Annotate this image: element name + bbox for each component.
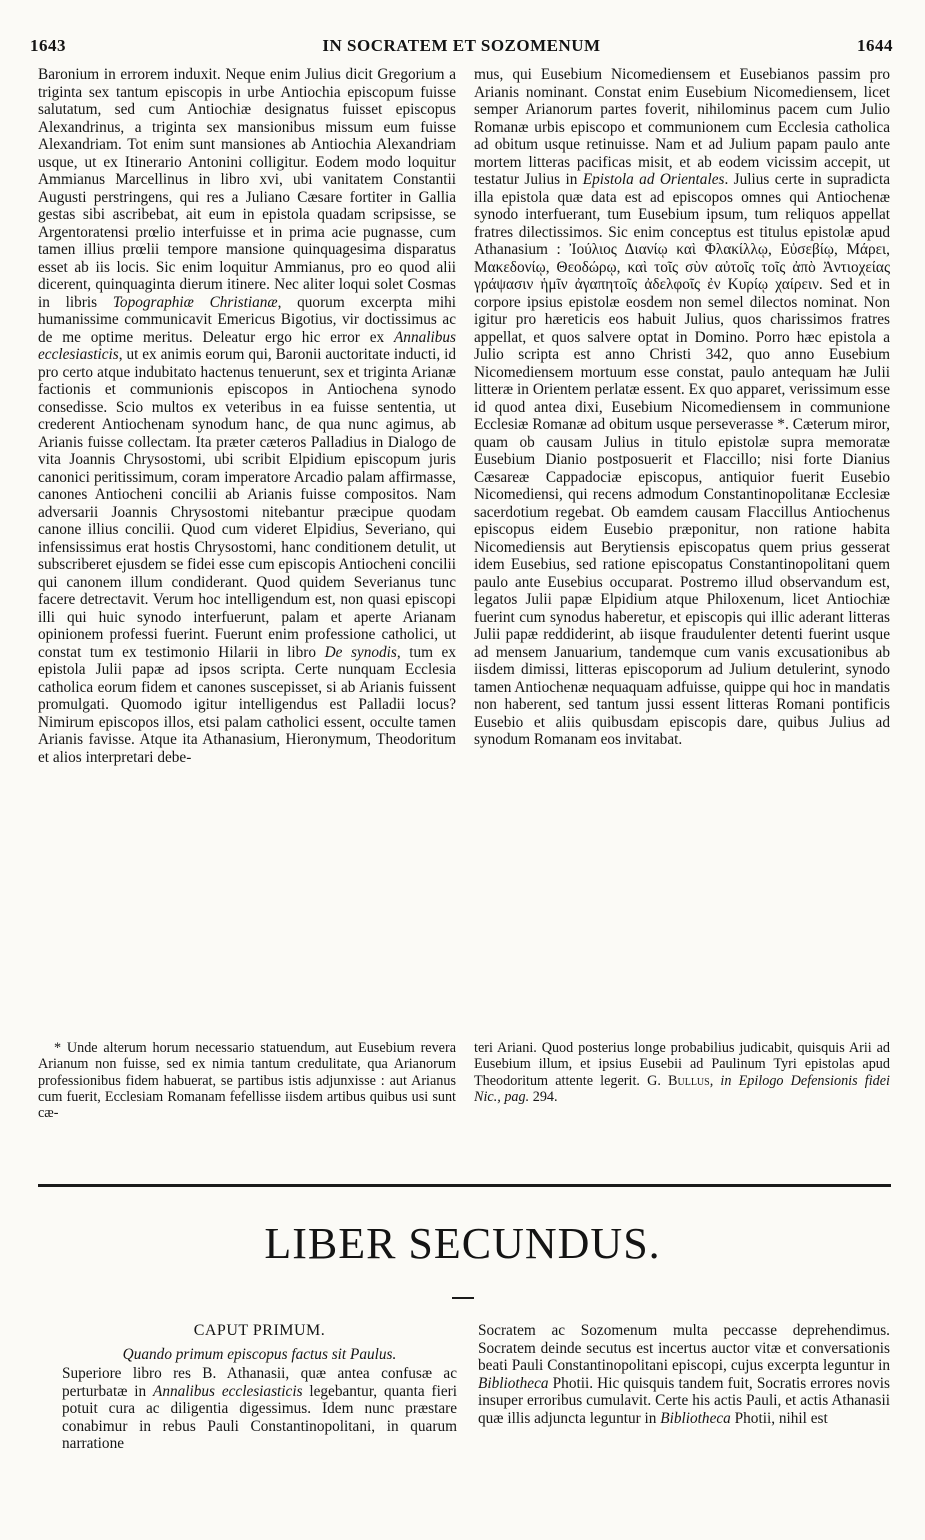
running-header — [30, 36, 893, 60]
section-rule — [38, 1184, 891, 1187]
chapter-right-column — [478, 1322, 890, 1427]
footnote-right: teri Ariani. Quod posterius longe probabilius judicabit, quisquis Arii ad Eusebium illum, et ipsius Eusebii ad Paulinum Tyri epistolas apud Theodoritum attente legerit. G. Bullus, in Epilogo Defensionis fidei Nic., pag. 294. — [474, 1040, 890, 1105]
paragraph: Superiore libro res B. Athanasii, quæ antea confusæ ac perturbatæ in Annalibus ecclesiasticis legebantur, quanta fieri potuit cura ac diligentia digessimus. Idem nunc præstare conabimur in rebus Pauli Constantinopolitani, in quarum narratione — [62, 1365, 458, 1452]
book-title: LIBER SECUNDUS. — [264, 1219, 661, 1268]
paragraph: mus, qui Eusebium Nicomediensem et Eusebianos passim pro Arianis nominant. Constat enim Eusebium Nicomediensem, licet semper Arianorum partes foverit, nihilominus pacem cum Julio Romanæ urbis episcopo et communionem cum Ecclesia catholica ad obitum usque retinuisse. Nam et ad Julium papam paulo ante mortem litteras pacificas misit, et ab eodem vicissim accepit, ut testatur Julius in Epistola ad Orientales. Julius certe in supradicta illa epistola quæ data est ad episcopos omnes qui Antiochenæ synodo interfuerant, tum Eusebium ipsum, tum reliquos appellat fratres dilectissimos. Sic enim conceptus est titulus epistolæ apud Athanasium : Ἰούλιος Διανίῳ καὶ Φλακίλλῳ, Εὐσεβίῳ, Μάρει, Μακεδονίῳ, Θεοδώρῳ, καὶ τοῖς σὺν αὐτοῖς τοῖς ἀπὸ Ἀντιοχείας γράψασιν ἡμῖν ἀγαπητοῖς ἀδελφοῖς ἐν Κυρίῳ χαίρειν. Sed et in corpore ipsius epistolæ eosdem non semel dilectos nominat. Non igitur pro hæreticis eos habuit Julius, quos charissimos fratres appellat, et quos salvere optat in Domino. Porro hæc epistola a Julio scripta est anno Christi 342, quo anno Eusebium Nicomediensem mortuum esse constat, paulo antequam hæ Julii litteræ in Orientem perlatæ essent. Ex quo apparet, verissimum esse id quod antea dixi, Eusebium Nicomediensem in communione Ecclesiæ Romanæ ad obitum usque perseverasse *. Cæterum miror, quam ob causam Julius in titulo epistolæ supra memoratæ Eusebium Dianio postposuerit et Flaccillo; nisi forte Dianius Cæsareæ Cappadociæ episcopus, antiquior fuerit Eusebio Nicomediensi, qui recens admodum Constantinopolitanæ Ecclesiæ sacerdotium regebat. Ob eamdem causam Flaccillus Antiochenus episcopus eidem Eusebio præponitur, non ratione habita Nicomediensis aut Berytiensis episcopatus quem prius gesserat idem Eusebius, sed ratione episcopatus Constantinopolitani quem paulo ante Eusebius occuparat. Postremo illud observandum est, legatos Julii papæ Elpidium atque Philoxenum, licet Antiochiæ fuerint cum synodus haberetur, et episcopis qui illic aderant litteras Julii papæ reddiderint, ab iisque fraudulenter detenti fuerint usque ad mensem Januarium, tandemque cum vanis excusationibus ab iisdem dimissi, litteras episcoporum ad Julium detulerint, synodo tamen Antiochenæ nequaquam adfuisse, quippe qui hoc in mandatis non haberent, sed tantum jussi essent litteras Romani pontificis Eusebio et aliis quibusdam episcopis dare, quibus Julius ad synodum Romanam eos invitabat. — [474, 66, 890, 748]
paragraph: Socratem ac Sozomenum multa peccasse deprehendimus. Socratem deinde secutus est incertus auctor vitæ et conversationis beati Pauli Constantinopolitani episcopi, cujus excerpta leguntur in Bibliotheca Photii. Hic quisquis tandem fuit, Socratis errores novis insuper erroribus cumulavit. Certe his actis Pauli, et actis Athanasii quæ illis adjuncta leguntur in Bibliotheca Photii, nihil est — [478, 1322, 891, 1427]
right-column — [474, 66, 890, 749]
author-name: Bullus — [668, 1072, 710, 1089]
chapter-left-column — [62, 1322, 457, 1453]
paragraph: Baronium in errorem induxit. Neque enim Julius dicit Gregorium a triginta sex tantum episcopis in urbe Antiochia episcopum fuisse salutatum, sed cum Antiochiæ designatus fuisset episcopus Alexandrinus, a triginta sex mansionibus missum eum fuisse Alexandriam. Tot enim sunt mansiones ab Antiochia Alexandriam usque, ut ex Itinerario Antonini colligitur. Eodem modo loquitur Ammianus Marcellinus in libro xvi, ubi vanitatem Constantii Augusti perstringens, qui res a Juliano Cæsare fortiter in Gallia gestas sibi ascribebat, ait eum in epistola quadam scripsisse, se Argentoratensi prœlio interfuisse et in prima acie pugnasse, cum tamen illius prœlii tempore mansione quinquagesima disparatus esset ab iis locis. Sic enim loquitur Ammianus, pro eo quod alii dicerent, quinquaginta dierum itinere. Nec aliter loqui solet Cosmas in libris Topographiæ Christianæ, quorum excerpta mihi humanissime communicavit Emericus Bigotius, vir doctissimus ac de me optime meritus. Deleatur ergo hic error ex Annalibus ecclesiasticis, ut ex animis eorum qui, Baronii auctoritate inducti, id pro certo atque indubitato hactenus tenuerunt, sex et triginta Arianæ factionis et communionis episcopos in Antiochena synodo consedisse. Scio multos ex veteribus in ea fuisse sententia, ut crederent Antiochenam synodum hanc, de qua nunc agimus, ab Arianis fuisse collectam. Ita præter cæteros Palladius in Dialogo de vita Joannis Chrysostomi, ubi scribit Elpidium episcopum juris canonici peritissimum, coram imperatore Arcadio palam affirmasse, canones Antiocheni concilii ab Arianis fuisse compositos. Nam adversarii Joannis Chrysostomi nitebantur præcipue quodam canone illius concilii. Quod cum videret Elpidius, Severiano, qui infensissimus erat hostis Chrysostomi, hanc conditionem detulit, ut subscriberet ejusdem se fidei esse cum episcopis Antiocheni concilii qui canonem illum condiderant. Quod quidem Severianus tunc facere detrectavit. Verum hoc intelligendum est, non quasi episcopi illi qui huic synodo interfuerunt, palam et aperte Arianam opinionem professi fuerint. Fuerunt enim professione catholici, ut constat tum ex testimonio Hilarii in libro De synodis, tum ex epistola Julii papæ ad ipsos scripta. Certe nunquam Ecclesia catholica eorum fidem et canones suscepisset, si ab Arianis fuissent promulgati. Quomodo igitur intelligendus est Palladii locus? Nimirum episcopos illos, etsi palam catholici essent, occulte tamen Arianis favisse. Atque ita Athanasium, Hieronymum, Theodoritum et alios interpretari debe- — [38, 66, 457, 766]
page-number-right: 1644 — [857, 36, 893, 55]
left-column — [38, 66, 456, 766]
page-number-left: 1643 — [30, 36, 66, 55]
footnote-left: * Unde alterum horum necessario statuendum, aut Eusebium revera Arianum non fuisse, sed ex nimia tantum credulitate, qua Arianorum professionibus fidem habuerat, se partibus istis adjunxisse : aut Arianus cum fuerit, Ecclesiam Romanam fefellisse iisdem artibus quibus usi sunt cæ- — [38, 1040, 456, 1122]
title-dash — [452, 1297, 474, 1299]
chapter-heading: CAPUT PRIMUM. — [193, 1322, 326, 1339]
running-title: IN SOCRATEM ET SOZOMENUM — [322, 36, 601, 55]
chapter-subtitle: Quando primum episcopus factus sit Paulus. — [122, 1345, 397, 1363]
